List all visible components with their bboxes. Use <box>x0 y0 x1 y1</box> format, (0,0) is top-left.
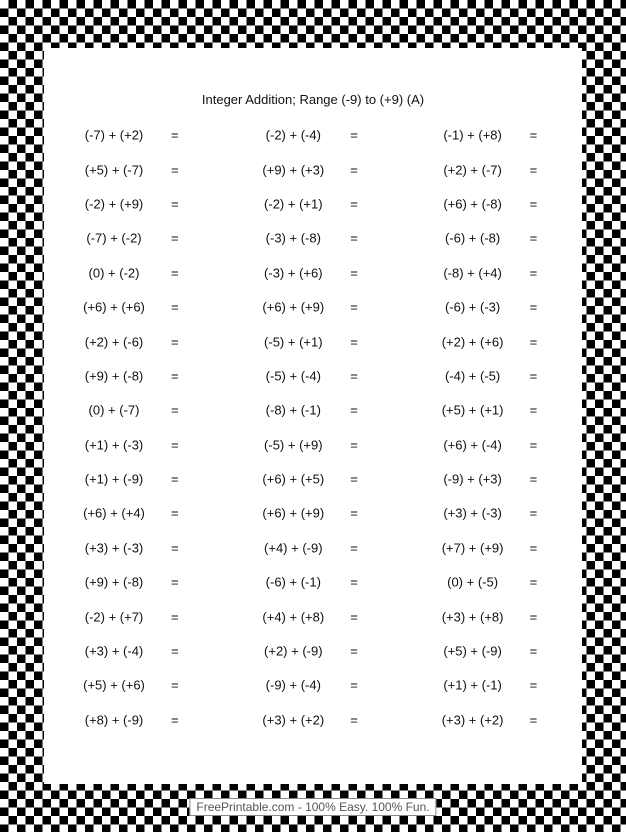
problem-cell <box>403 668 582 702</box>
problem-cell <box>403 496 582 530</box>
equals-sign: = <box>350 437 358 453</box>
problem-expression: (0) + (-7) <box>88 402 140 418</box>
equals-sign: = <box>529 437 538 453</box>
equals-sign: = <box>171 196 179 212</box>
equals-sign: = <box>529 196 538 212</box>
problem-expression: (+1) + (-3) <box>84 437 144 453</box>
problem-row <box>44 703 582 737</box>
equals-sign: = <box>171 230 179 246</box>
problem-expression: (+6) + (+4) <box>83 505 145 521</box>
equals-sign: = <box>350 609 358 625</box>
problem-row <box>44 496 582 530</box>
problem-cell <box>44 703 223 737</box>
problem-cell <box>44 531 223 565</box>
problem-cell <box>223 428 402 462</box>
equals-sign: = <box>529 334 538 350</box>
problem-expression: (-9) + (-4) <box>265 677 321 693</box>
problem-cell <box>223 324 402 358</box>
problem-expression: (+3) + (+2) <box>262 712 325 728</box>
equals-sign: = <box>350 265 358 281</box>
problem-expression: (+2) + (-6) <box>84 334 144 350</box>
problem-cell <box>223 496 402 530</box>
equals-sign: = <box>350 162 358 178</box>
equals-sign: = <box>529 299 538 315</box>
problem-row <box>44 324 582 358</box>
equals-sign: = <box>529 712 538 728</box>
problem-row <box>44 565 582 599</box>
problem-expression: (0) + (-5) <box>447 574 499 590</box>
problem-cell <box>223 152 402 186</box>
equals-sign: = <box>350 505 358 521</box>
equals-sign: = <box>350 299 358 315</box>
problem-grid <box>44 118 582 737</box>
problem-expression: (-9) + (+3) <box>443 471 502 487</box>
problem-cell <box>223 393 402 427</box>
problem-cell <box>44 393 223 427</box>
problem-cell <box>44 256 223 290</box>
equals-sign: = <box>529 402 538 418</box>
problem-cell <box>44 668 223 702</box>
problem-expression: (+4) + (+8) <box>262 609 325 625</box>
problem-expression: (+5) + (+6) <box>83 677 145 693</box>
problem-cell <box>223 290 402 324</box>
problem-cell <box>44 462 223 496</box>
problem-expression: (+9) + (+3) <box>262 162 325 178</box>
problem-expression: (+2) + (-7) <box>443 162 502 178</box>
problem-cell <box>403 221 582 255</box>
equals-sign: = <box>171 471 179 487</box>
problem-expression: (-3) + (-8) <box>265 230 321 246</box>
problem-expression: (-8) + (-1) <box>265 402 321 418</box>
problem-row <box>44 290 582 324</box>
problem-row <box>44 634 582 668</box>
problem-cell <box>44 359 223 393</box>
problem-expression: (-5) + (-4) <box>265 368 321 384</box>
problem-expression: (-1) + (+8) <box>443 127 502 143</box>
equals-sign: = <box>171 402 179 418</box>
problem-cell <box>223 599 402 633</box>
problem-cell <box>403 428 582 462</box>
problem-expression: (+6) + (-8) <box>443 196 502 212</box>
problem-cell <box>403 324 582 358</box>
problem-expression: (-6) + (-1) <box>265 574 321 590</box>
problem-cell <box>223 531 402 565</box>
problem-cell <box>403 359 582 393</box>
equals-sign: = <box>350 402 358 418</box>
equals-sign: = <box>350 368 358 384</box>
problem-cell <box>223 634 402 668</box>
problem-cell <box>403 152 582 186</box>
problem-expression: (+3) + (-3) <box>443 505 502 521</box>
equals-sign: = <box>171 609 179 625</box>
problem-row <box>44 256 582 290</box>
problem-row <box>44 118 582 152</box>
problem-cell <box>44 428 223 462</box>
equals-sign: = <box>171 540 179 556</box>
equals-sign: = <box>529 127 538 143</box>
problem-expression: (+7) + (+9) <box>441 540 504 556</box>
problem-expression: (+5) + (-9) <box>443 643 502 659</box>
problem-expression: (+6) + (+6) <box>83 299 145 315</box>
problem-cell <box>403 634 582 668</box>
problem-row <box>44 152 582 186</box>
problem-row <box>44 359 582 393</box>
problem-row <box>44 187 582 221</box>
problem-cell <box>403 187 582 221</box>
problem-expression: (-7) + (-2) <box>86 230 142 246</box>
problem-expression: (+5) + (-7) <box>84 162 144 178</box>
problem-expression: (-7) + (+2) <box>84 127 144 143</box>
equals-sign: = <box>171 299 179 315</box>
equals-sign: = <box>350 643 358 659</box>
problem-cell <box>403 290 582 324</box>
equals-sign: = <box>529 471 538 487</box>
equals-sign: = <box>529 505 538 521</box>
footer-credit: FreePrintable.com - 100% Easy. 100% Fun. <box>189 798 436 816</box>
problem-row <box>44 221 582 255</box>
problem-cell <box>44 565 223 599</box>
problem-expression: (+3) + (+2) <box>441 712 504 728</box>
equals-sign: = <box>529 609 538 625</box>
equals-sign: = <box>529 162 538 178</box>
problem-expression: (+3) + (-4) <box>84 643 144 659</box>
worksheet-sheet <box>44 48 582 784</box>
problem-cell <box>403 565 582 599</box>
problem-expression: (+9) + (-8) <box>84 574 144 590</box>
problem-expression: (-5) + (+1) <box>264 334 323 350</box>
problem-cell <box>44 152 223 186</box>
equals-sign: = <box>350 471 358 487</box>
problem-expression: (+6) + (+5) <box>262 471 325 487</box>
equals-sign: = <box>350 334 358 350</box>
problem-expression: (+6) + (-4) <box>443 437 502 453</box>
problem-expression: (-6) + (-8) <box>444 230 501 246</box>
problem-row <box>44 599 582 633</box>
problem-cell <box>44 634 223 668</box>
problem-cell <box>223 668 402 702</box>
problem-cell <box>223 221 402 255</box>
problem-expression: (+1) + (-9) <box>84 471 144 487</box>
equals-sign: = <box>171 334 179 350</box>
problem-cell <box>223 256 402 290</box>
problem-cell <box>403 462 582 496</box>
problem-cell <box>223 118 402 152</box>
problem-expression: (+2) + (-9) <box>264 643 323 659</box>
equals-sign: = <box>171 368 179 384</box>
problem-expression: (+5) + (+1) <box>441 402 504 418</box>
problem-cell <box>44 324 223 358</box>
problem-cell <box>223 359 402 393</box>
problem-expression: (+3) + (+8) <box>441 609 504 625</box>
problem-row <box>44 462 582 496</box>
equals-sign: = <box>171 162 179 178</box>
problem-expression: (-4) + (-5) <box>444 368 501 384</box>
equals-sign: = <box>171 712 179 728</box>
equals-sign: = <box>350 230 358 246</box>
problem-cell <box>223 187 402 221</box>
problem-row <box>44 531 582 565</box>
equals-sign: = <box>350 712 358 728</box>
problem-row <box>44 393 582 427</box>
problem-cell <box>403 599 582 633</box>
equals-sign: = <box>171 505 179 521</box>
problem-cell <box>44 187 223 221</box>
problem-row <box>44 668 582 702</box>
problem-cell <box>44 221 223 255</box>
equals-sign: = <box>350 127 358 143</box>
problem-expression: (+2) + (+6) <box>441 334 504 350</box>
problem-row <box>44 428 582 462</box>
equals-sign: = <box>350 196 358 212</box>
problem-expression: (-6) + (-3) <box>444 299 501 315</box>
equals-sign: = <box>529 265 538 281</box>
problem-cell <box>44 118 223 152</box>
problem-expression: (0) + (-2) <box>88 265 140 281</box>
problem-cell <box>223 703 402 737</box>
problem-expression: (+3) + (-3) <box>84 540 144 556</box>
problem-expression: (+9) + (-8) <box>84 368 144 384</box>
problem-expression: (-3) + (+6) <box>264 265 323 281</box>
problem-expression: (-8) + (+4) <box>443 265 502 281</box>
problem-expression: (+6) + (+9) <box>262 299 325 315</box>
equals-sign: = <box>529 643 538 659</box>
problem-cell <box>223 462 402 496</box>
problem-cell <box>403 393 582 427</box>
problem-cell <box>44 496 223 530</box>
equals-sign: = <box>529 677 538 693</box>
problem-cell <box>44 290 223 324</box>
equals-sign: = <box>529 574 538 590</box>
equals-sign: = <box>350 540 358 556</box>
problem-cell <box>403 256 582 290</box>
equals-sign: = <box>171 127 179 143</box>
problem-expression: (-2) + (+1) <box>264 196 323 212</box>
problem-expression: (+8) + (-9) <box>84 712 144 728</box>
problem-expression: (-5) + (+9) <box>264 437 323 453</box>
problem-expression: (-2) + (+7) <box>84 609 144 625</box>
equals-sign: = <box>171 265 179 281</box>
equals-sign: = <box>171 677 179 693</box>
equals-sign: = <box>171 643 179 659</box>
worksheet-title: Integer Addition; Range (-9) to (+9) (A) <box>201 92 425 107</box>
equals-sign: = <box>171 437 179 453</box>
problem-expression: (-2) + (+9) <box>84 196 144 212</box>
problem-cell <box>403 118 582 152</box>
equals-sign: = <box>171 574 179 590</box>
problem-cell <box>44 599 223 633</box>
problem-expression: (+6) + (+9) <box>262 505 325 521</box>
problem-expression: (-2) + (-4) <box>265 127 321 143</box>
equals-sign: = <box>350 574 358 590</box>
problem-cell <box>403 703 582 737</box>
equals-sign: = <box>529 230 538 246</box>
equals-sign: = <box>529 540 538 556</box>
equals-sign: = <box>529 368 538 384</box>
problem-cell <box>403 531 582 565</box>
problem-expression: (+1) + (-1) <box>443 677 502 693</box>
problem-cell <box>223 565 402 599</box>
problem-expression: (+4) + (-9) <box>264 540 323 556</box>
equals-sign: = <box>350 677 358 693</box>
